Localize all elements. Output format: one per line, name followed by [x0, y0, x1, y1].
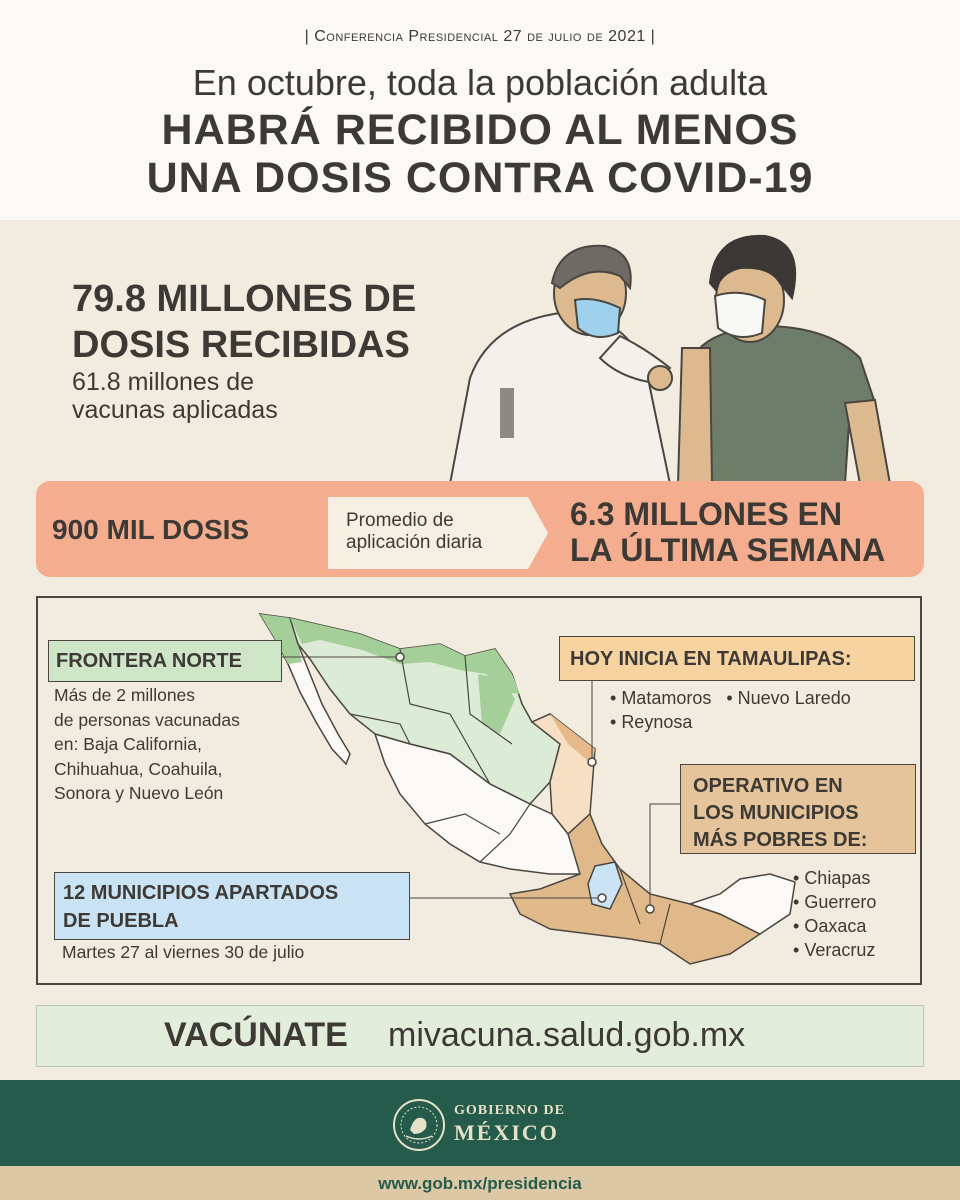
- patient-arm: [678, 348, 712, 484]
- frontera-norte-line: Más de 2 millones: [54, 685, 196, 705]
- nurse-mask: [575, 299, 620, 337]
- frontera-norte-description: [54, 683, 240, 806]
- patient-mask: [715, 293, 765, 337]
- city-name: Matamoros: [621, 688, 712, 708]
- frontera-norte-line: Chihuahua, Coahuila,: [54, 758, 223, 779]
- cta-label: VACÚNATE: [164, 1016, 348, 1054]
- pobres-states-list: [793, 866, 876, 962]
- gobierno-logo-line-2: MÉXICO: [454, 1120, 559, 1145]
- pobres-title-line: MÁS POBRES DE:: [693, 829, 868, 851]
- pobres-marker: [646, 905, 654, 913]
- cta-link[interactable]: mivacuna.salud.gob.mx: [388, 1016, 746, 1054]
- frontera-norte-line: de personas vacunadas: [54, 709, 240, 730]
- doses-received-stat: [72, 276, 416, 368]
- state-name: Guerrero: [804, 892, 877, 912]
- tamaulipas-marker: [588, 758, 596, 766]
- list-item: • Chiapas: [793, 868, 871, 888]
- city-name: Nuevo Laredo: [737, 688, 851, 708]
- puebla-dates: Martes 27 al viernes 30 de julio: [62, 942, 305, 962]
- tamaulipas-label: HOY INICIA EN TAMAULIPAS:: [559, 636, 915, 681]
- vaccines-applied-line-2: vacunas aplicadas: [72, 396, 278, 424]
- puebla-label: [54, 872, 410, 940]
- list-item: • Matamoros • Nuevo Laredo: [610, 688, 851, 708]
- list-item: • Reynosa: [610, 712, 693, 732]
- doses-received-line-2: DOSIS RECIBIDAS: [72, 324, 410, 366]
- vaccination-illustration: [420, 228, 920, 484]
- norte-marker: [396, 653, 404, 661]
- puebla-marker: [598, 894, 606, 902]
- weekly-doses-value: [570, 496, 885, 568]
- headline-line-2: UNA DOSIS CONTRA COVID-19: [146, 154, 814, 202]
- list-item: • Veracruz: [793, 940, 876, 960]
- header-kicker: | Conferencia Presidencial 27 de julio de 2021 |: [304, 28, 656, 45]
- doses-received-line-1: 79.8 MILLONES DE: [72, 278, 417, 320]
- pobres-title-line: OPERATIVO EN: [693, 775, 843, 797]
- footer-link[interactable]: www.gob.mx/presidencia: [378, 1174, 582, 1193]
- puebla-title-line-2: DE PUEBLA: [63, 910, 179, 932]
- state-name: Oaxaca: [804, 916, 867, 936]
- frontera-norte-line: Sonora y Nuevo León: [54, 783, 224, 803]
- nurse-hand: [648, 366, 672, 390]
- nurse-badge: [500, 388, 514, 438]
- frontera-norte-line: en: Baja California,: [54, 734, 202, 754]
- frontera-norte-label: FRONTERA NORTE: [48, 640, 282, 682]
- state-name: Chiapas: [804, 868, 871, 888]
- tamaulipas-cities: [610, 686, 851, 734]
- daily-average-label-line-2: aplicación diaria: [346, 532, 483, 553]
- pobres-title-line: LOS MUNICIPIOS: [693, 802, 859, 824]
- list-item: • Guerrero: [793, 892, 877, 912]
- gobierno-logo-line-1: GOBIERNO DE: [454, 1103, 565, 1118]
- weekly-doses-line-2: LA ÚLTIMA SEMANA: [570, 532, 886, 568]
- pobres-leader-line: [650, 804, 680, 909]
- city-name: Reynosa: [621, 712, 693, 732]
- nurse-uniform: [450, 313, 670, 484]
- daily-average-label: [346, 510, 482, 554]
- puebla-title-line-1: 12 MUNICIPIOS APARTADOS: [63, 882, 339, 904]
- patient-arm-right: [845, 400, 890, 484]
- municipios-pobres-label: [680, 764, 916, 854]
- header-subtitle: En octubre, toda la población adulta: [192, 62, 768, 103]
- national-seal-icon: [392, 1098, 446, 1152]
- daily-average-label-line-1: Promedio de: [346, 510, 454, 531]
- list-item: • Oaxaca: [793, 916, 867, 936]
- headline-line-1: HABRÁ RECIBIDO AL MENOS: [161, 106, 799, 154]
- daily-doses-value: 900 MIL DOSIS: [52, 514, 250, 545]
- state-name: Veracruz: [804, 940, 876, 960]
- vaccines-applied-line-1: 61.8 millones de: [72, 368, 255, 396]
- weekly-doses-line-1: 6.3 MILLONES EN: [570, 496, 843, 532]
- vaccines-applied-stat: [72, 368, 278, 424]
